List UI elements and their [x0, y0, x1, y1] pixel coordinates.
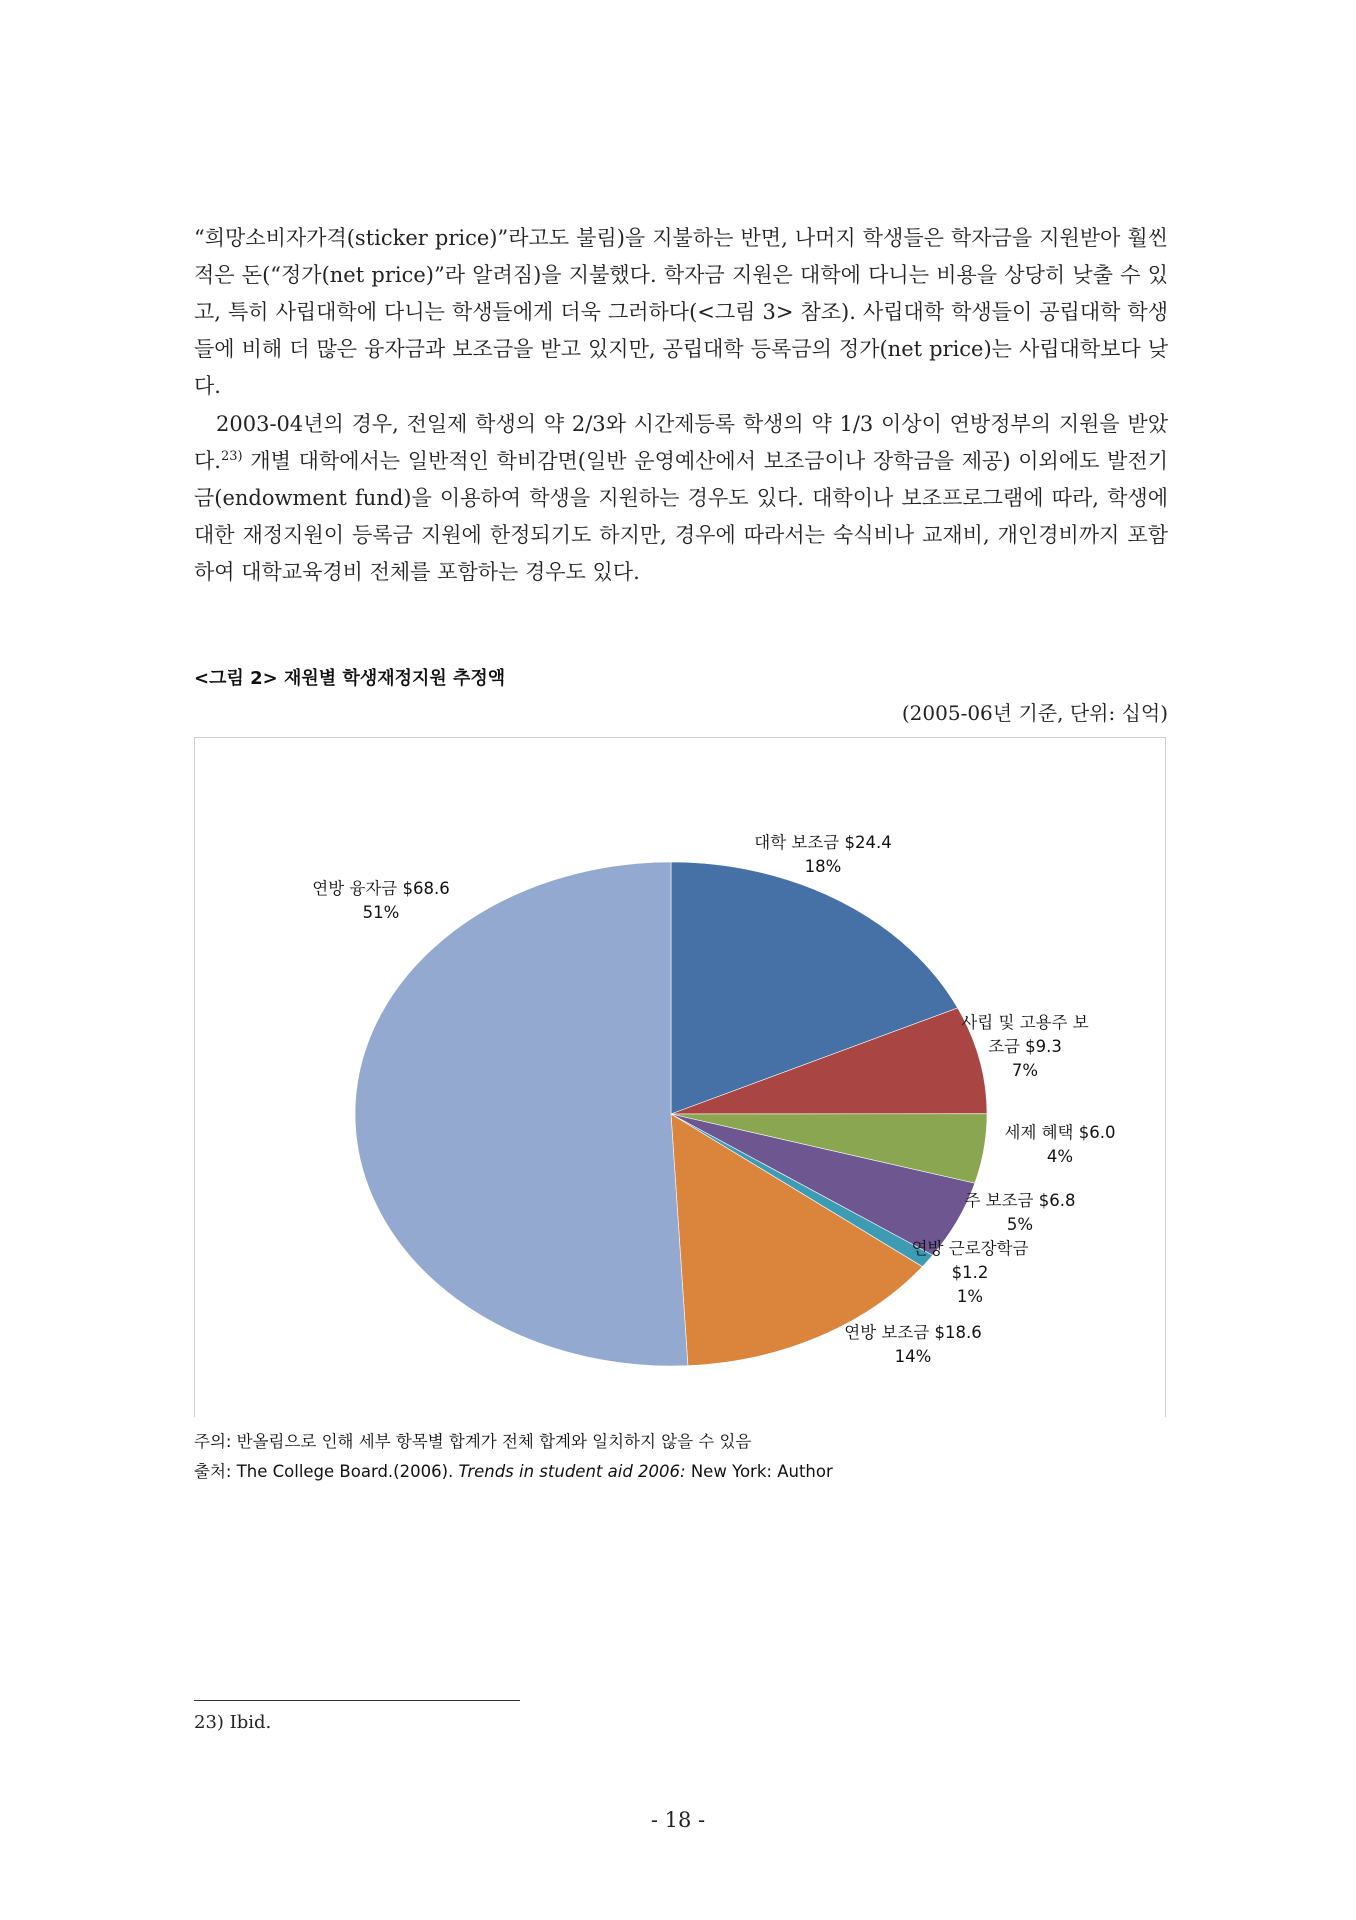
paragraph-2 [194, 406, 1168, 591]
pie-label-1-line-1: 조금 $9.3 [988, 1037, 1062, 1056]
pie-label-6-line-0: 연방 융자금 $68.6 [312, 879, 450, 898]
source-title: Trends in student aid 2006: [458, 1462, 686, 1481]
footnote-reference[interactable]: 23) [220, 449, 243, 464]
pie-label-6 [312, 878, 449, 922]
pie-label-3 [965, 1191, 1076, 1234]
pie-label-4-line-1: $1.2 [951, 1263, 989, 1282]
footnote-divider [194, 1700, 520, 1701]
pie-label-4-line-0: 연방 근로장학금 [911, 1239, 1029, 1258]
source-suffix: New York: Author [685, 1462, 833, 1481]
paragraph-1 [194, 220, 1168, 405]
pie-label-5 [844, 1322, 981, 1366]
pie-label-2-line-1: 4% [1046, 1147, 1074, 1166]
source-prefix: 출처: The College Board.(2006). [194, 1462, 459, 1481]
pie-label-5-line-1: 14% [894, 1347, 932, 1366]
pie-label-3-line-1: 5% [1006, 1215, 1034, 1234]
pie-label-0 [754, 832, 891, 876]
page-number: - 18 - [650, 1808, 706, 1832]
pie-label-0-line-1: 18% [804, 857, 842, 876]
pie-label-5-line-0: 연방 보조금 $18.6 [844, 1323, 982, 1342]
pie-chart [195, 738, 1165, 1418]
pie-label-2 [1005, 1122, 1116, 1166]
figure-source [194, 1458, 833, 1482]
paragraph-2-text-a: 2003-04년의 경우, 전일제 학생의 약 2/3와 시간제등록 학생의 약 1/3 이상이 연방정부의 지원을 받았다. [194, 412, 1168, 473]
figure-unit-note: (2005-06년 기준, 단위: 십억) [901, 701, 1168, 725]
figure-note: 주의: 반올림으로 인해 세부 항목별 합계가 전체 합계와 일치하지 않을 수 있음 [194, 1432, 752, 1451]
pie-label-4-line-2: 1% [956, 1287, 984, 1306]
pie-label-1-line-0: 사립 및 고용주 보 [961, 1013, 1089, 1032]
pie-label-3-line-0: 주 보조금 $6.8 [964, 1191, 1076, 1210]
pie-label-2-line-0: 세제 혜택 $6.0 [1004, 1123, 1116, 1142]
pie-chart-container [194, 737, 1166, 1417]
pie-slice-6 [355, 862, 688, 1366]
pie-label-6-line-1: 51% [362, 903, 400, 922]
footnote: 23) Ibid. [194, 1712, 272, 1733]
paragraph-2-text-b: 개별 대학에서는 일반적인 학비감면(일반 운영예산에서 보조금이나 장학금을 제공) 이외에도 발전기금(endowment fund)을 이용하여 학생을 지원하는 경우도 있다. 대학이나 보조프로그램에 따라, 학생에 대한 재정지원이 등록금 지원에 한정되기도 하지만, 경우에 따라서는 숙식비나 교재비, 개인경비까지 포함하여 대학교육경비 전체를 포함하는 경우도 있다. [194, 449, 1168, 584]
pie-label-0-line-0: 대학 보조금 $24.4 [754, 833, 892, 852]
pie-label-1-line-2: 7% [1011, 1061, 1039, 1080]
pie-label-4 [912, 1238, 1029, 1306]
paragraph-1-text: “희망소비자가격(sticker price)”라고도 불림)을 지불하는 반면, 나머지 학생들은 학자금을 지원받아 훨씬 적은 돈(“정가(net price)”라 알려짐)을 지불했다. 학자금 지원은 대학에 다니는 비용을 상당히 낮출 수 있고, 특히 사립대학에 다니는 학생들에게 더욱 그러하다(<그림 3> 참조). 사립대학 학생들이 공립대학 학생들에 비해 더 많은 융자금과 보조금을 받고 있지만, 공립대학 등록금의 정가(net price)는 사립대학보다 낮다. [194, 226, 1168, 398]
figure-title: <그림 2> 재원별 학생재정지원 추정액 [194, 668, 506, 689]
